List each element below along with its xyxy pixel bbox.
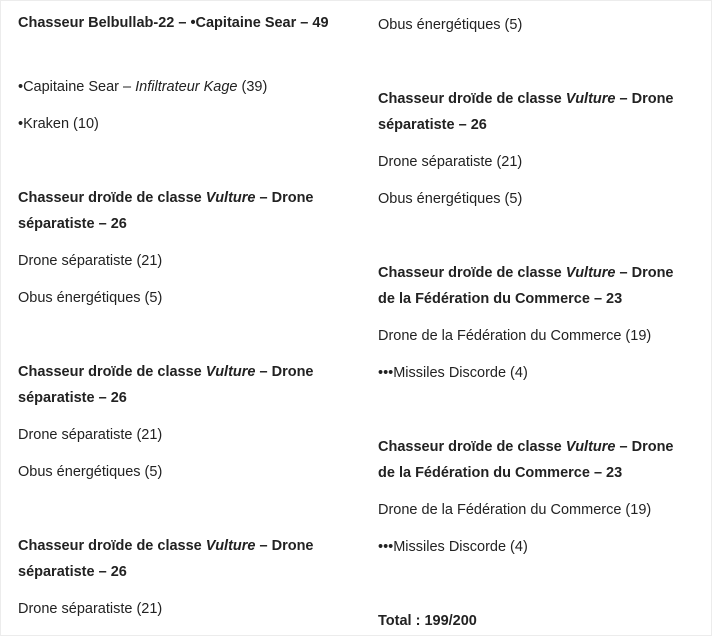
- upgrade-line: [18, 286, 162, 311]
- ship-heading: [378, 261, 694, 312]
- ship-class-italic: Vulture: [565, 439, 616, 455]
- pilot-line: [18, 423, 162, 448]
- ship-heading: [378, 435, 694, 486]
- upgrade-line: [378, 187, 522, 212]
- ship-class: Chasseur droïde de classe: [378, 91, 566, 107]
- pilot-line: [18, 75, 267, 100]
- ship-heading: [18, 534, 340, 585]
- ship-pilot-cost: – Drone séparatiste – 26: [378, 91, 674, 133]
- upgrade-text: •Kraken (10): [18, 116, 99, 132]
- ship-heading: [378, 87, 694, 138]
- pilot-text: Drone de la Fédération du Commerce (19): [378, 502, 652, 518]
- upgrade-line: [18, 460, 162, 485]
- pilot-line: [378, 498, 651, 523]
- total-text: Total : 199/200: [378, 613, 477, 629]
- upgrade-line: [18, 112, 99, 137]
- ship-class: Chasseur droïde de classe: [378, 265, 566, 281]
- ship-pilot-cost: – Drone séparatiste – 26: [18, 364, 314, 406]
- ship-heading: [18, 11, 340, 37]
- pilot-line: [18, 249, 162, 274]
- pilot-text: Drone de la Fédération du Commerce (19): [378, 328, 652, 344]
- ship-class: Chasseur droïde de classe: [18, 190, 206, 206]
- ship-heading-text: Chasseur Belbullab-22 – •Capitaine Sear – 49: [18, 15, 329, 31]
- ship-class: Chasseur droïde de classe: [18, 364, 206, 380]
- ship-class-italic: Vulture: [205, 538, 256, 554]
- pilot-text: Drone séparatiste (21): [18, 601, 163, 617]
- ship-heading: [18, 186, 340, 237]
- ship-class: Chasseur droïde de classe: [378, 439, 566, 455]
- pilot-line: [378, 324, 651, 349]
- ship-class-italic: Vulture: [565, 91, 616, 107]
- ship-pilot-cost: – Drone de la Fédération du Commerce – 23: [378, 439, 674, 481]
- upgrade-text: Obus énergétiques (5): [18, 464, 163, 480]
- upgrade-text: •••Missiles Discorde (4): [378, 365, 528, 381]
- ship-class-italic: Vulture: [565, 265, 616, 281]
- pilot-cost: (39): [237, 79, 268, 95]
- upgrade-text: Obus énergétiques (5): [18, 290, 163, 306]
- ship-pilot-cost: – Drone séparatiste – 26: [18, 538, 314, 580]
- pilot-text: Drone séparatiste (21): [18, 253, 163, 269]
- upgrade-text: Obus énergétiques (5): [378, 191, 523, 207]
- upgrade-line: [378, 13, 522, 38]
- squad-total: [378, 609, 477, 634]
- ship-pilot-cost: – Drone séparatiste – 26: [18, 190, 314, 232]
- ship-heading: [18, 360, 340, 411]
- pilot-line: [378, 150, 522, 175]
- pilot-name: •Capitaine Sear –: [18, 79, 136, 95]
- pilot-card-title: Infiltrateur Kage: [135, 79, 238, 95]
- upgrade-line: [378, 361, 528, 386]
- pilot-text: Drone séparatiste (21): [378, 154, 523, 170]
- ship-class: Chasseur droïde de classe: [18, 538, 206, 554]
- pilot-text: Drone séparatiste (21): [18, 427, 163, 443]
- upgrade-text: Obus énergétiques (5): [378, 17, 523, 33]
- ship-pilot-cost: – Drone de la Fédération du Commerce – 23: [378, 265, 674, 307]
- pilot-line: [18, 597, 162, 622]
- ship-class-italic: Vulture: [205, 190, 256, 206]
- ship-class-italic: Vulture: [205, 364, 256, 380]
- upgrade-text: •••Missiles Discorde (4): [378, 539, 528, 555]
- upgrade-line: [378, 535, 528, 560]
